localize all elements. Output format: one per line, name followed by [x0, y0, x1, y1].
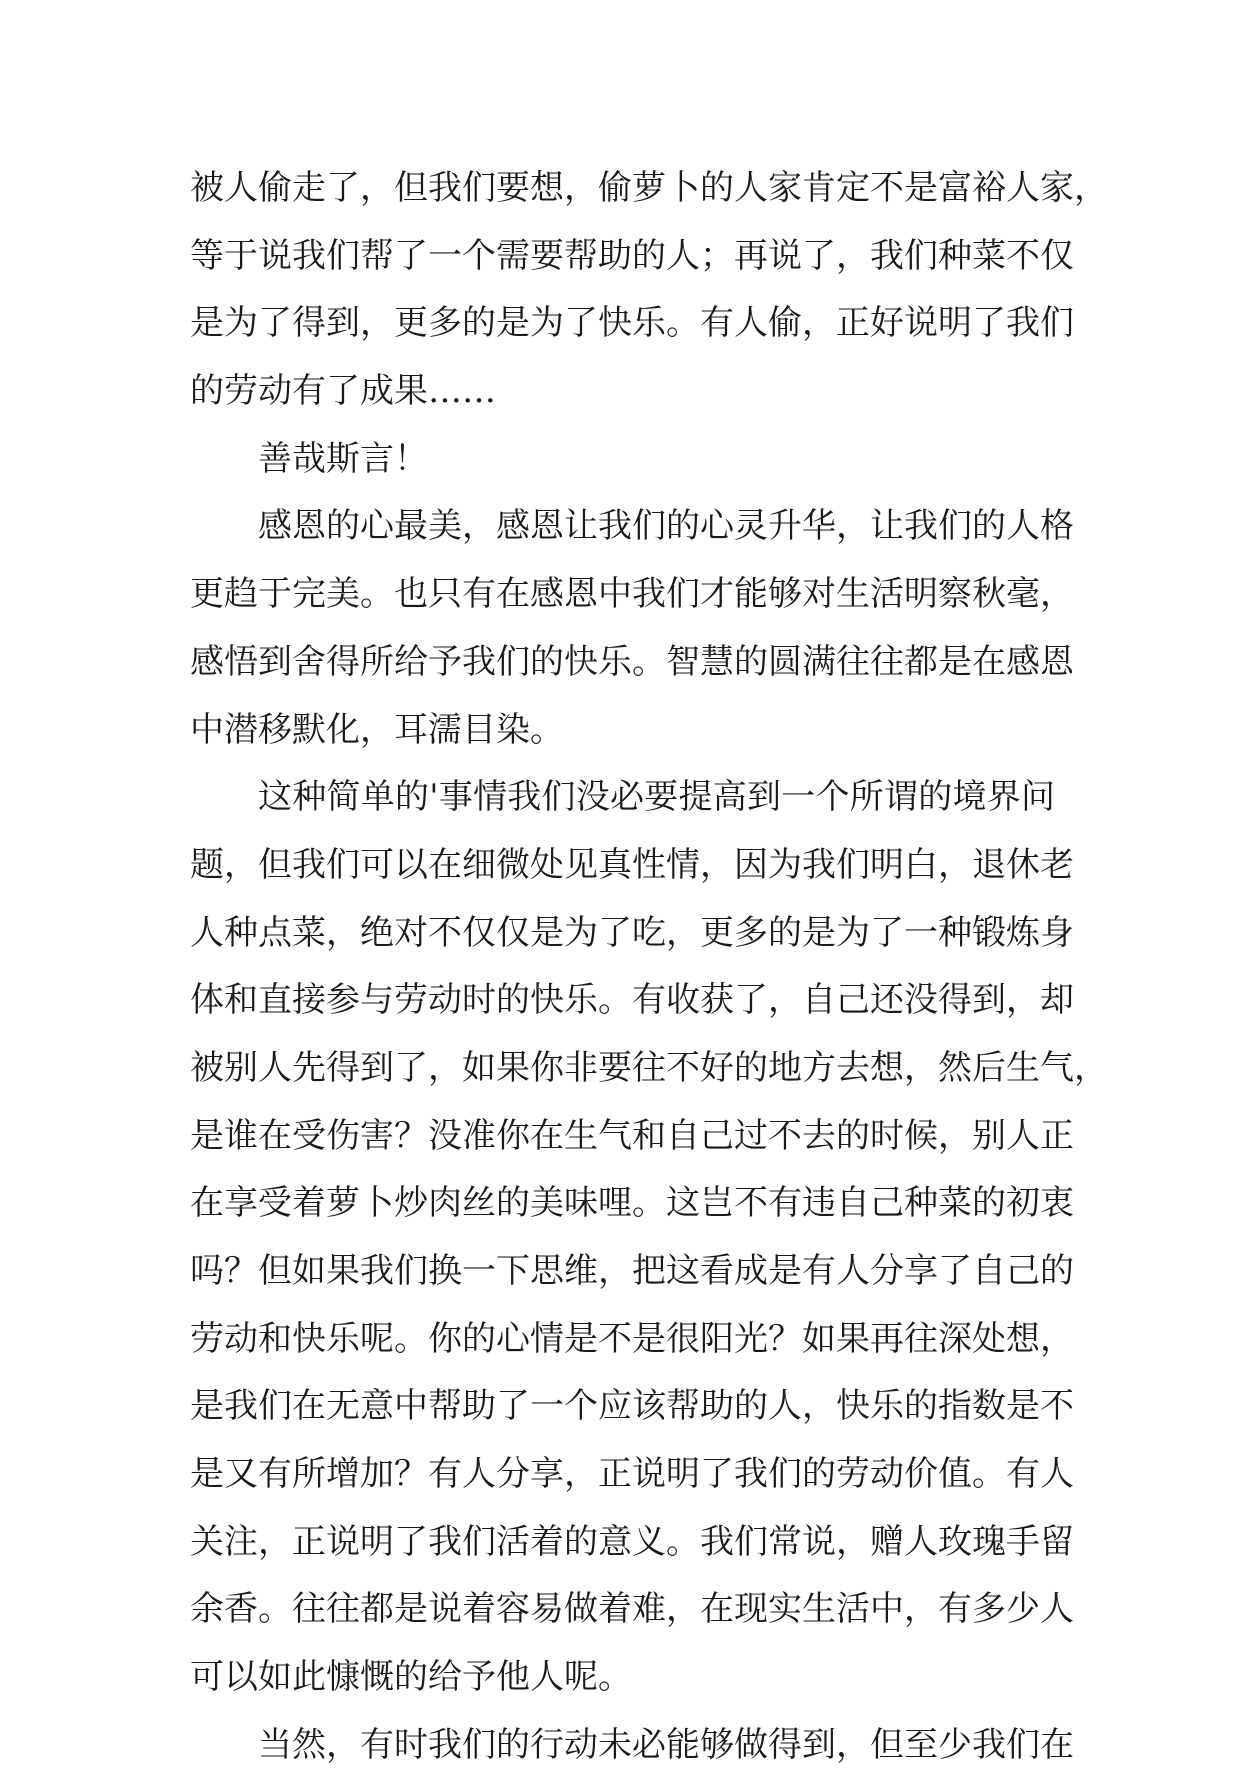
paragraph-first-line: 善哉斯言！ — [258, 438, 428, 479]
text-line: 是谁在受伤害？没准你在生气和自己过不去的时候，别人正 — [190, 1115, 1074, 1156]
text-line: 余香。往往都是说着容易做着难，在现实生活中，有多少人 — [190, 1589, 1074, 1630]
text-line: 吗？但如果我们换一下思维，把这看成是有人分享了自己的 — [190, 1251, 1074, 1291]
paragraph-first-line: 当然，有时我们的行动未必能够做得到，但至少我们在 — [258, 1724, 1074, 1765]
text-line: 中潜移默化，耳濡目染。 — [190, 709, 564, 750]
paragraph-first-line: 这种简单的'事情我们没必要提高到一个所谓的境界问 — [258, 777, 1055, 818]
text-line: 是又有所增加？有人分享，正说明了我们的劳动价值。有人 — [190, 1454, 1074, 1495]
text-line: 在享受着萝卜炒肉丝的美味哩。这岂不有违自己种菜的初衷 — [190, 1183, 1074, 1224]
text-line: 感悟到舍得所给予我们的快乐。智慧的圆满往往都是在感恩 — [190, 641, 1074, 682]
text-line: 是我们在无意中帮助了一个应该帮助的人，快乐的指数是不 — [190, 1386, 1074, 1427]
text-line: 被人偷走了，但我们要想，偷萝卜的人家肯定不是富裕人家， — [190, 168, 1108, 208]
text-line: 人种点菜，绝对不仅仅是为了吃，更多的是为了一种锻炼身 — [190, 912, 1074, 953]
paragraph-first-line: 感恩的心最美，感恩让我们的心灵升华，让我们的人格 — [258, 506, 1074, 547]
text-line: 的劳动有了成果…… — [190, 371, 496, 412]
text-line: 被别人先得到了，如果你非要往不好的地方去想，然后生气， — [190, 1047, 1108, 1088]
text-line: 关注，正说明了我们活着的意义。我们常说，赠人玫瑰手留 — [190, 1521, 1074, 1562]
text-line: 更趋于完美。也只有在感恩中我们才能够对生活明察秋毫， — [190, 574, 1074, 615]
text-line: 题，但我们可以在细微处见真性情，因为我们明白，退休老 — [190, 844, 1074, 885]
text-line: 等于说我们帮了一个需要帮助的人；再说了，我们种菜不仅 — [190, 235, 1074, 276]
text-line: 是为了得到，更多的是为了快乐。有人偷，正好说明了我们 — [190, 303, 1074, 344]
text-line: 劳动和快乐呢。你的心情是不是很阳光？如果再往深处想， — [190, 1318, 1074, 1359]
text-line: 可以如此慷慨的给予他人呢。 — [190, 1657, 632, 1698]
text-line: 体和直接参与劳动时的快乐。有收获了，自己还没得到，却 — [190, 980, 1074, 1021]
document-body — [190, 155, 1108, 1780]
